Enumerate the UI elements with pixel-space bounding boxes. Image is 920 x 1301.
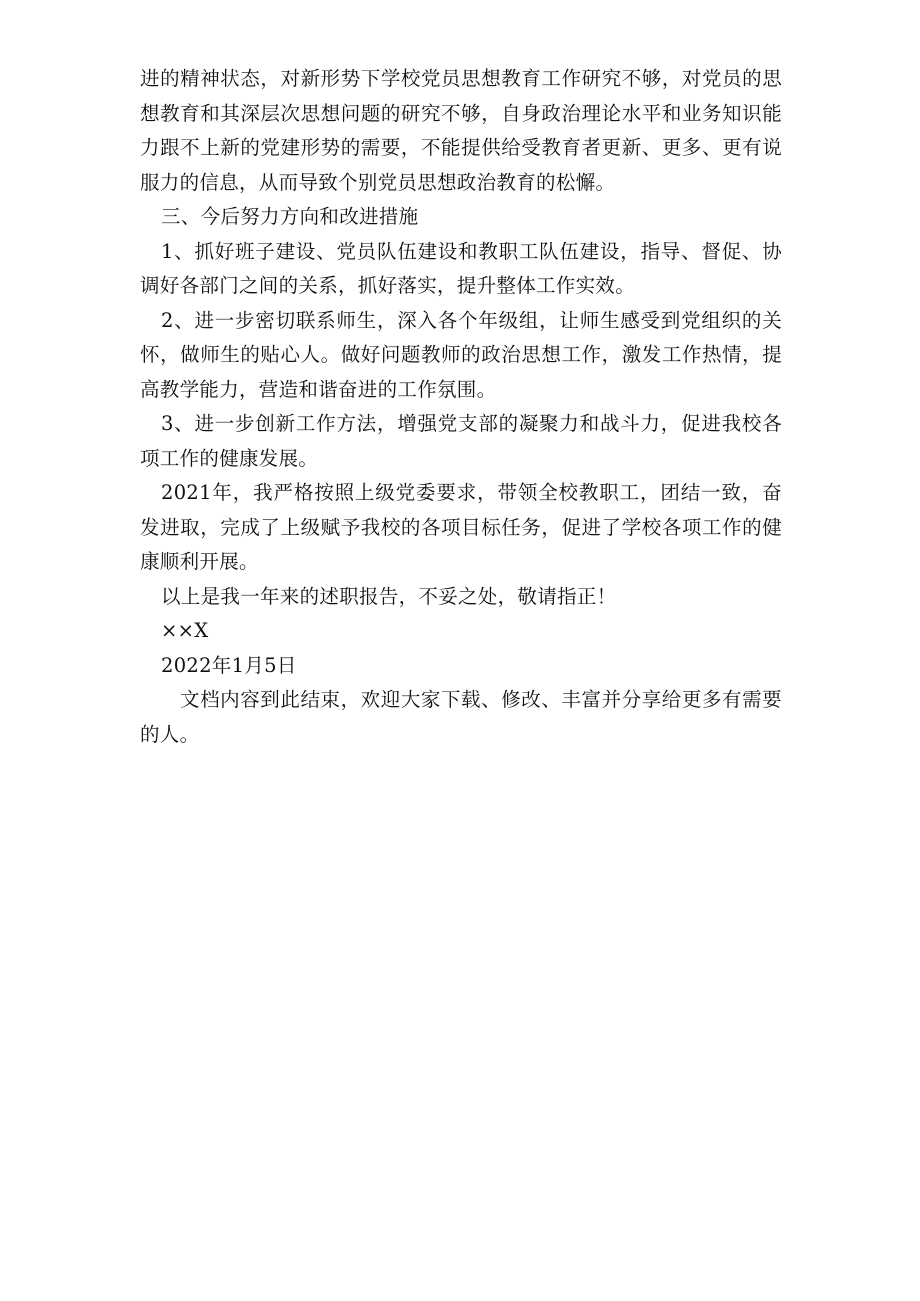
date: 2022年1月5日 [161,653,297,677]
paragraph-measure-2: 2、进一步密切联系师生，深入各个年级组，让师生感受到党组织的关怀，做师生的贴心人。做好问题教师的政治思想工作，激发工作热情，提高教学能力，营造和谐奋进的工作氛围。 [140,308,782,401]
paragraph-measure-1: 1、抓好班子建设、党员队伍建设和教职工队伍建设，指导、督促、协调好各部门之间的关系，抓好落实，提升整体工作实效。 [140,239,782,297]
paragraph-closing-remark: 以上是我一年来的述职报告，不妥之处，敬请指正！ [161,584,617,608]
paragraph-summary: 2021年，我严格按照上级党委要求，带领全校教职工，团结一致，奋发进取，完成了上级赋予我校的各项目标任务，促进了学校各项工作的健康顺利开展。 [140,481,782,573]
document-body [140,62,782,752]
signature: ××X [161,619,209,642]
paragraph-measure-3: 3、进一步创新工作方法，增强党支部的凝聚力和战斗力，促进我校各项工作的健康发展。 [140,412,782,470]
paragraph-continuation: 进的精神状态，对新形势下学校党员思想教育工作研究不够，对党员的思想教育和其深层次思想问题的研究不够，自身政治理论水平和业务知识能力跟不上新的党建形势的需要，不能提供给受教育者更新、更多、更有说服力的信息，从而导致个别党员思想政治教育的松懈。 [140,67,782,194]
closing-note: 文档内容到此结束，欢迎大家下载、修改、丰富并分享给更多有需要的人。 [140,688,782,746]
section-heading: 三、今后努力方向和改进措施 [161,205,419,228]
